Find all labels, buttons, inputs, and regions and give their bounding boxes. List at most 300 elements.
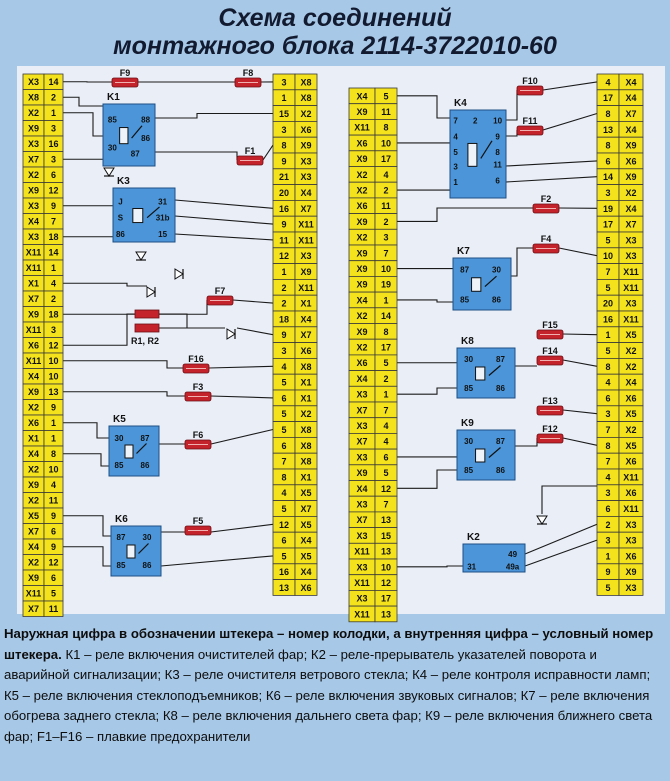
terminal-label: X2 [625, 424, 637, 435]
terminal-label: 9 [605, 567, 611, 578]
wire [63, 97, 103, 106]
terminal-row [273, 121, 317, 137]
terminal-row [349, 308, 397, 324]
terminal-label: X11 [354, 546, 370, 557]
terminal-label: 17 [602, 93, 614, 104]
wire [63, 392, 185, 396]
terminal-label: 19 [602, 203, 614, 214]
terminal-label: X11 [25, 588, 42, 599]
terminal-label: X2 [27, 108, 40, 119]
terminal-label: X2 [356, 169, 368, 180]
wire [155, 152, 237, 160]
terminal-label: X3 [356, 421, 368, 432]
terminal-row [23, 446, 63, 462]
terminal-row [23, 74, 63, 90]
relay-pin-label: J [118, 197, 123, 207]
terminal-label: X4 [27, 449, 40, 460]
wiring-diagram [17, 66, 665, 620]
wire [397, 388, 457, 394]
terminal-label: X8 [27, 92, 40, 103]
diode-icon [175, 269, 183, 279]
fuse-f7 [207, 286, 233, 305]
terminal-label: 3 [281, 345, 287, 356]
terminal-row [597, 169, 643, 185]
terminal-label: 7 [605, 456, 611, 467]
terminal-row [597, 121, 643, 137]
terminal-label: 17 [602, 219, 614, 230]
terminal-label: 12 [48, 185, 59, 196]
wire [63, 113, 103, 136]
terminal-label: 7 [383, 248, 389, 259]
terminal-label: 3 [605, 409, 611, 420]
terminal-label: 3 [281, 77, 287, 88]
relay-pin-label: 31 [467, 562, 477, 572]
terminal-row [349, 355, 397, 371]
terminal-row [23, 539, 63, 555]
wire [63, 547, 111, 566]
terminal-row [597, 153, 643, 169]
relay-pin-label: 31b [155, 213, 170, 223]
terminal-label: X7 [27, 526, 40, 537]
terminal-row [597, 422, 643, 438]
terminal-label: X8 [300, 93, 312, 104]
terminal-row [273, 406, 317, 422]
diode-icon [104, 168, 114, 176]
terminal-label: X4 [300, 314, 312, 325]
fuse-label: F5 [192, 516, 204, 526]
terminal-label: X6 [356, 138, 368, 149]
terminal-row [23, 245, 63, 261]
terminal-label: X7 [625, 219, 637, 230]
fuse-f14 [537, 346, 563, 365]
fuse-f15 [537, 320, 563, 339]
terminal-label: 1 [50, 263, 57, 274]
terminal-label: X9 [27, 185, 40, 196]
terminal-label: X4 [300, 535, 312, 546]
relay-k1 [103, 92, 155, 166]
terminal-label: X9 [27, 123, 40, 134]
terminal-label: X4 [356, 483, 368, 494]
terminal-label: 13 [278, 582, 290, 593]
terminal-row [597, 453, 643, 469]
terminal-row [273, 422, 317, 438]
terminal-label: X2 [625, 187, 637, 198]
terminal-label: 15 [278, 108, 290, 119]
relay-pin-label: 86 [496, 384, 505, 393]
diode-icon [136, 252, 146, 260]
wire [63, 159, 109, 166]
terminal-label: 6 [50, 526, 57, 537]
terminal-row [23, 136, 63, 152]
terminal-label: 3 [605, 535, 611, 546]
wire [63, 423, 109, 438]
relay-pin-label: 30 [107, 143, 117, 153]
terminal-label: 4 [383, 436, 389, 447]
terminal-label: X6 [625, 551, 637, 562]
relay-k9 [457, 418, 515, 480]
relay-coil [127, 545, 135, 558]
terminal-label: 3 [383, 232, 389, 243]
wire [397, 96, 450, 118]
terminal-row [597, 390, 643, 406]
terminal-row [349, 402, 397, 418]
terminal-row [23, 477, 63, 493]
fuse-f5 [185, 516, 211, 535]
terminal-label: 3 [605, 187, 611, 198]
wire [211, 430, 273, 445]
terminal-label: 8 [383, 122, 389, 133]
terminal-label: 8 [605, 140, 611, 151]
relay-pin-label: 87 [460, 265, 470, 275]
terminal-label: 1 [383, 389, 389, 400]
terminal-row [23, 415, 63, 431]
terminal-label: X8 [300, 456, 312, 467]
terminal-label: X6 [27, 418, 40, 429]
terminal-label: X9 [27, 480, 40, 491]
terminal-label: X1 [27, 278, 40, 289]
terminal-label: 9 [50, 402, 57, 413]
relay-pin-label: 85 [464, 384, 474, 393]
terminal-label: 10 [602, 251, 614, 262]
relay-pin-label: 31 [158, 197, 168, 207]
fuse-label: F11 [522, 116, 538, 126]
terminal-label: 6 [50, 170, 57, 181]
terminal-row [597, 485, 643, 501]
terminal-label: 8 [605, 361, 611, 372]
terminal-label: 11 [48, 495, 59, 506]
terminal-label: 8 [281, 472, 287, 483]
terminal-label: X7 [27, 154, 40, 165]
terminal-row [273, 532, 317, 548]
terminal-row [349, 559, 397, 575]
terminal-row [23, 570, 63, 586]
wire [506, 177, 597, 182]
terminal-label: X4 [625, 203, 637, 214]
wire [175, 234, 273, 240]
terminal-row [273, 264, 317, 280]
terminal-label: 1 [50, 433, 57, 444]
terminal-label: 6 [50, 573, 57, 584]
terminal-label: X8 [300, 361, 312, 372]
terminal-label: X4 [356, 295, 368, 306]
terminal-row [23, 400, 63, 416]
terminal-label: 16 [602, 314, 614, 325]
terminal-label: 9 [281, 330, 287, 341]
terminal-label: 2 [383, 185, 389, 196]
terminal-label: X9 [27, 387, 40, 398]
terminal-label: 3 [50, 154, 57, 165]
terminal-label: X7 [625, 108, 637, 119]
wire [63, 516, 111, 536]
wire [63, 314, 135, 345]
terminal-label: X3 [356, 389, 368, 400]
terminal-row [273, 485, 317, 501]
fuse-f9 [112, 68, 138, 87]
relay-pin-label: 88 [141, 115, 151, 125]
terminal-row [597, 343, 643, 359]
diode-icon [147, 287, 155, 297]
terminal-row [23, 90, 63, 106]
terminal-row [273, 200, 317, 216]
terminal-label: 8 [605, 440, 611, 451]
terminal-row [23, 555, 63, 571]
caption-bold: Наружная цифра в обозначении штекера – номер колодки, а внутренняя цифра – условный номер штекера. [4, 626, 654, 662]
relay-pin-label: 87 [130, 149, 140, 159]
terminal-row [23, 276, 63, 292]
terminal-label: X1 [300, 393, 312, 404]
relay-pin-label: 86 [142, 561, 152, 570]
terminal-row [597, 216, 643, 232]
terminal-label: X6 [300, 582, 312, 593]
wire [155, 114, 273, 119]
terminal-label: 5 [605, 582, 611, 593]
terminal-label: X3 [300, 251, 312, 262]
relay-k4 [450, 98, 506, 198]
terminal-row [349, 292, 397, 308]
terminal-row [273, 437, 317, 453]
wire [559, 248, 597, 256]
terminal-row [349, 151, 397, 167]
relay-label: K3 [117, 176, 130, 187]
terminal-label: X7 [27, 604, 40, 615]
terminal-row [349, 167, 397, 183]
terminal-label: 5 [281, 503, 287, 514]
terminal-label: 7 [281, 456, 287, 467]
relay-pin-label: 49a [505, 562, 520, 572]
terminal-label: 5 [605, 345, 611, 356]
terminal-row [597, 311, 643, 327]
relay-coil [120, 128, 128, 144]
terminal-label: 4 [605, 472, 611, 483]
fuse-f4 [533, 234, 559, 253]
fuse-label: F14 [542, 346, 558, 356]
terminal-label: X1 [300, 298, 312, 309]
relay-pin-label: 30 [492, 265, 501, 275]
relay-label: K4 [454, 98, 467, 109]
relay-coil [476, 367, 485, 380]
terminal-label: 5 [281, 424, 287, 435]
terminal-label: X4 [27, 216, 40, 227]
terminal-row [349, 433, 397, 449]
terminal-row [273, 90, 317, 106]
terminal-label: 3 [50, 123, 57, 134]
terminal-label: 10 [48, 356, 59, 367]
terminal-label: X5 [27, 511, 40, 522]
terminal-label: X3 [356, 452, 368, 463]
relay-coil [133, 209, 143, 223]
relay-pin-label: 86 [141, 134, 151, 144]
wire [175, 216, 273, 224]
terminal-label: 12 [380, 483, 392, 494]
wire [397, 566, 463, 567]
terminal-row [23, 260, 63, 276]
terminal-label: 5 [281, 377, 287, 388]
terminal-label: 13 [380, 546, 392, 557]
terminal-row [597, 327, 643, 343]
terminal-row [273, 390, 317, 406]
terminal-label: 1 [281, 93, 287, 104]
relay-k3 [113, 176, 175, 242]
terminal-label: X1 [300, 472, 312, 483]
terminal-row [23, 338, 63, 354]
terminal-label: X8 [300, 440, 312, 451]
terminal-row [23, 229, 63, 245]
wire [237, 328, 273, 335]
wire [397, 470, 457, 488]
terminal-label: X9 [356, 264, 368, 275]
terminal-label: X7 [356, 515, 368, 526]
terminal-label: 17 [380, 342, 392, 353]
terminal-row [349, 512, 397, 528]
terminal-label: 5 [605, 282, 611, 293]
terminal-label: 8 [383, 326, 389, 337]
relay-k2 [463, 532, 525, 572]
terminal-row [273, 358, 317, 374]
terminal-label: X5 [300, 551, 312, 562]
terminal-row [597, 358, 643, 374]
terminal-row [349, 449, 397, 465]
wire [211, 396, 273, 398]
relay-pin-label: 9 [495, 132, 500, 142]
terminal-label: X4 [356, 373, 368, 384]
terminal-row [273, 516, 317, 532]
terminal-row [23, 586, 63, 602]
terminal-row [349, 198, 397, 214]
wire [211, 524, 273, 532]
relay-coil [472, 278, 481, 292]
relay-pin-label: 86 [140, 461, 150, 470]
wire [506, 161, 597, 166]
terminal-row [273, 469, 317, 485]
terminal-label: 13 [380, 515, 392, 526]
relay-coil [476, 449, 485, 462]
terminal-label: 14 [602, 172, 614, 183]
terminal-row [23, 105, 63, 121]
terminal-label: X9 [300, 266, 312, 277]
terminal-label: 18 [48, 309, 59, 320]
relay-pin-label: 87 [116, 533, 126, 542]
caption-text: К1 – реле включения очистителей фар; К2 – реле-прерыватель указателей поворота и аварийной сигнализации; К3 – реле очистителя ветрового стекла; К4 – реле контроля исправности ламп; К5 – реле включения стеклоподъемников; К6 – реле включения звуковых сигналов; К7 – реле включения обогрева заднего стекла; К8 – реле включения дальнего света фар; К9 – реле включения ближнего света фар; F1–F16 – плавкие предохранители [4, 646, 653, 744]
terminal-label: 12 [380, 578, 392, 589]
wire [563, 410, 597, 414]
terminal-label: 5 [281, 551, 287, 562]
terminal-label: X7 [300, 503, 312, 514]
caption [4, 624, 664, 747]
terminal-row [597, 469, 643, 485]
terminal-row [597, 74, 643, 90]
relay-k5 [109, 414, 159, 476]
terminal-label: X11 [298, 282, 314, 293]
terminal-row [273, 374, 317, 390]
terminal-label: 4 [383, 421, 389, 432]
terminal-label: X9 [300, 140, 312, 151]
terminal-label: X4 [625, 377, 637, 388]
terminal-label: 10 [48, 371, 59, 382]
fuse-label: F12 [542, 424, 558, 434]
terminal-label: 2 [605, 519, 611, 530]
terminal-label: X4 [27, 542, 40, 553]
relay-pin-label: 4 [453, 132, 458, 142]
terminal-row [349, 386, 397, 402]
terminal-label: X8 [300, 77, 312, 88]
terminal-label: X4 [625, 77, 637, 88]
relay-pin-label: 85 [460, 295, 470, 305]
terminal-row [273, 185, 317, 201]
terminal-label: X9 [356, 154, 368, 165]
fuse-f6 [185, 430, 211, 449]
terminal-row [349, 465, 397, 481]
relay-pin-label: 86 [496, 466, 505, 475]
terminal-label: X5 [625, 409, 637, 420]
terminal-label: 1 [383, 295, 389, 306]
terminal-label: X4 [356, 91, 368, 102]
wire [525, 540, 597, 566]
terminal-label: X3 [27, 232, 40, 243]
terminal-label: X2 [27, 557, 40, 568]
relay-pin-label: 30 [464, 355, 474, 364]
terminal-label: 3 [281, 124, 287, 135]
terminal-row [349, 496, 397, 512]
terminal-label: X3 [625, 298, 637, 309]
wire [542, 486, 597, 514]
terminal-label: X2 [356, 342, 368, 353]
wire [397, 300, 453, 302]
wire [63, 283, 147, 286]
terminal-label: 5 [605, 235, 611, 246]
terminal-label: 4 [605, 377, 611, 388]
terminal-label: 18 [278, 314, 290, 325]
fuse-label: F6 [192, 430, 204, 440]
terminal-label: X6 [625, 488, 637, 499]
terminal-label: 7 [50, 216, 57, 227]
relay-pin-label: 87 [140, 434, 150, 443]
terminal-row [349, 261, 397, 277]
terminal-label: X11 [623, 314, 639, 325]
terminal-column-col-c [349, 88, 397, 622]
fuse-f16 [183, 354, 209, 373]
terminal-label: X9 [356, 216, 368, 227]
wire [543, 82, 597, 90]
terminal-row [23, 508, 63, 524]
relay-k6 [111, 514, 161, 576]
terminal-label: 6 [281, 535, 287, 546]
terminal-row [273, 106, 317, 122]
terminal-row [23, 214, 63, 230]
terminal-label: 6 [605, 156, 611, 167]
terminal-label: 4 [281, 488, 287, 499]
terminal-label: X9 [356, 107, 368, 118]
wire [397, 208, 533, 221]
terminal-label: 4 [50, 480, 57, 491]
terminal-label: 6 [605, 393, 611, 404]
terminal-label: X6 [625, 156, 637, 167]
terminal-label: X7 [27, 294, 40, 305]
terminal-label: 8 [281, 140, 287, 151]
terminal-row [273, 327, 317, 343]
terminal-label: X7 [300, 330, 312, 341]
terminal-label: 16 [278, 567, 290, 578]
relay-k8 [457, 336, 515, 398]
terminal-label: X3 [625, 519, 637, 530]
terminal-label: 11 [381, 201, 391, 212]
terminal-label: 5 [383, 468, 389, 479]
terminal-label: X9 [356, 326, 368, 337]
terminal-label: 12 [278, 251, 290, 262]
resistor-r1-r2 [131, 310, 159, 346]
fuse-f10 [517, 76, 543, 95]
terminal-row [597, 185, 643, 201]
terminal-label: 2 [50, 92, 57, 103]
